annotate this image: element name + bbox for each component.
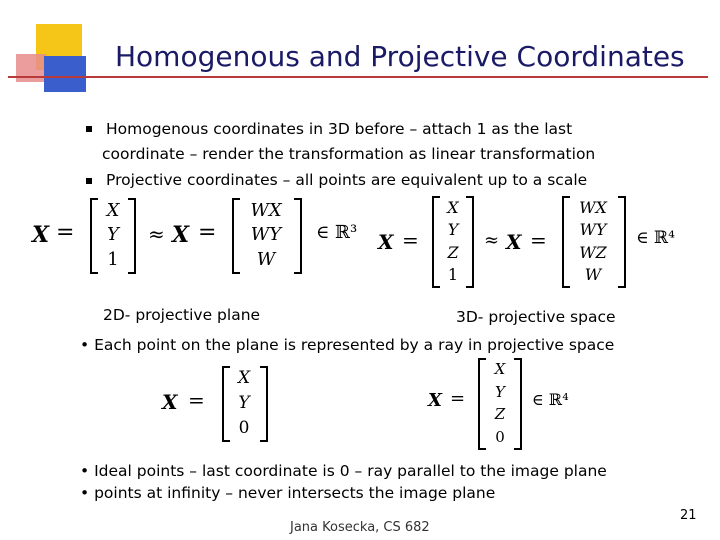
eq2d-space: ∈ ℝ³ — [316, 222, 358, 243]
ray2d-vec-entry: 0 — [238, 417, 250, 438]
ray2d-vec-entry: Y — [238, 392, 250, 413]
eq3d-vec1-right-bracket — [466, 196, 474, 288]
bullet-1-continued: coordinate – render the transformation as linear transformation — [102, 145, 596, 163]
eq3d-vec2-entry: W — [584, 265, 602, 285]
eq3d-vec2 — [570, 196, 616, 286]
bullet-1: Homogenous coordinates in 3D before – attach 1 as the last — [106, 120, 573, 138]
eq3d-equals: = — [402, 228, 419, 252]
ray3d-vec-entry: 0 — [495, 427, 505, 446]
label-2d-projective-plane: 2D- projective plane — [103, 306, 261, 324]
eq2d-vec2-entry: W — [256, 249, 276, 271]
ideal-points-line-1: • Ideal points – last coordinate is 0 – ray parallel to the image plane — [80, 462, 607, 480]
bullet-marker — [86, 178, 92, 184]
eq3d-vec1-entry: 1 — [447, 265, 459, 285]
eq3d-vec2-right-bracket — [618, 196, 626, 288]
ray3d-space: ∈ ℝ⁴ — [532, 390, 569, 409]
ray3d-vec-entry: X — [494, 360, 506, 379]
ray2d-equals: = — [188, 388, 205, 412]
eq3d-vec1-entry: Y — [447, 220, 459, 240]
ray3d-right-bracket — [514, 358, 522, 450]
eq2d-vec1 — [98, 198, 128, 272]
slide-title: Homogenous and Projective Coordinates — [115, 40, 685, 73]
eq2d-vec1-entry: Y — [107, 224, 119, 246]
ray3d-lhs: X — [428, 390, 442, 411]
eq3d-vec2-entry: WZ — [579, 242, 607, 262]
eq3d-approx: ≈ — [484, 230, 500, 251]
bullet-marker — [86, 126, 92, 132]
eq3d-vec1-left-bracket — [432, 196, 440, 288]
eq2d-vec1-right-bracket — [128, 198, 136, 274]
footer-author: Jana Kosecka, CS 682 — [290, 520, 430, 535]
eq3d-vec1-entry: X — [447, 197, 459, 217]
bullet-2: Projective coordinates – all points are equivalent up to a scale — [106, 171, 588, 189]
eq2d-lhs: X — [32, 222, 50, 248]
ray-note: • Each point on the plane is represented by a ray in projective space — [80, 336, 615, 354]
ray3d-left-bracket — [478, 358, 486, 450]
eq2d-vec2-right-bracket — [294, 198, 302, 274]
eq3d-space: ∈ ℝ⁴ — [636, 228, 675, 248]
ray2d-left-bracket — [222, 366, 230, 442]
decor-blue-square — [44, 56, 86, 92]
eq2d-vec1-left-bracket — [90, 198, 98, 274]
ray3d-vec-entry: Z — [494, 405, 506, 424]
eq3d-equals-repeat: = — [530, 228, 547, 252]
ray3d-vec — [486, 358, 514, 448]
eq2d-vec2 — [240, 198, 292, 272]
eq2d-equals-repeat: = — [198, 220, 217, 245]
ideal-points-line-2: • points at infinity – never intersects the image plane — [80, 484, 496, 502]
ray2d-lhs: X — [162, 390, 178, 414]
eq2d-lhs-repeat: X — [172, 222, 190, 248]
eq2d-vec2-entry: WX — [250, 199, 282, 221]
label-3d-projective-space: 3D- projective space — [456, 308, 616, 326]
ray3d-vec-entry: Y — [495, 382, 505, 401]
eq3d-vec1 — [440, 196, 466, 286]
eq2d-vec2-entry: WY — [250, 224, 282, 246]
eq2d-vec2-left-bracket — [232, 198, 240, 274]
eq3d-vec2-entry: WX — [579, 197, 607, 217]
ray3d-equals: = — [450, 388, 466, 409]
page-number: 21 — [680, 508, 697, 523]
eq3d-lhs-repeat: X — [506, 230, 522, 254]
eq3d-vec1-entry: Z — [447, 242, 459, 262]
eq3d-vec2-entry: WY — [579, 220, 607, 240]
eq2d-equals: = — [56, 220, 75, 245]
eq2d-vec1-entry: 1 — [107, 249, 119, 271]
ray2d-vec — [230, 366, 258, 440]
eq2d-approx: ≈ — [148, 222, 165, 246]
eq2d-vec1-entry: X — [106, 199, 120, 221]
ray2d-vec-entry: X — [237, 368, 251, 389]
eq3d-lhs: X — [378, 230, 394, 254]
eq3d-vec2-left-bracket — [562, 196, 570, 288]
title-rule — [8, 76, 708, 78]
ray2d-right-bracket — [260, 366, 268, 442]
